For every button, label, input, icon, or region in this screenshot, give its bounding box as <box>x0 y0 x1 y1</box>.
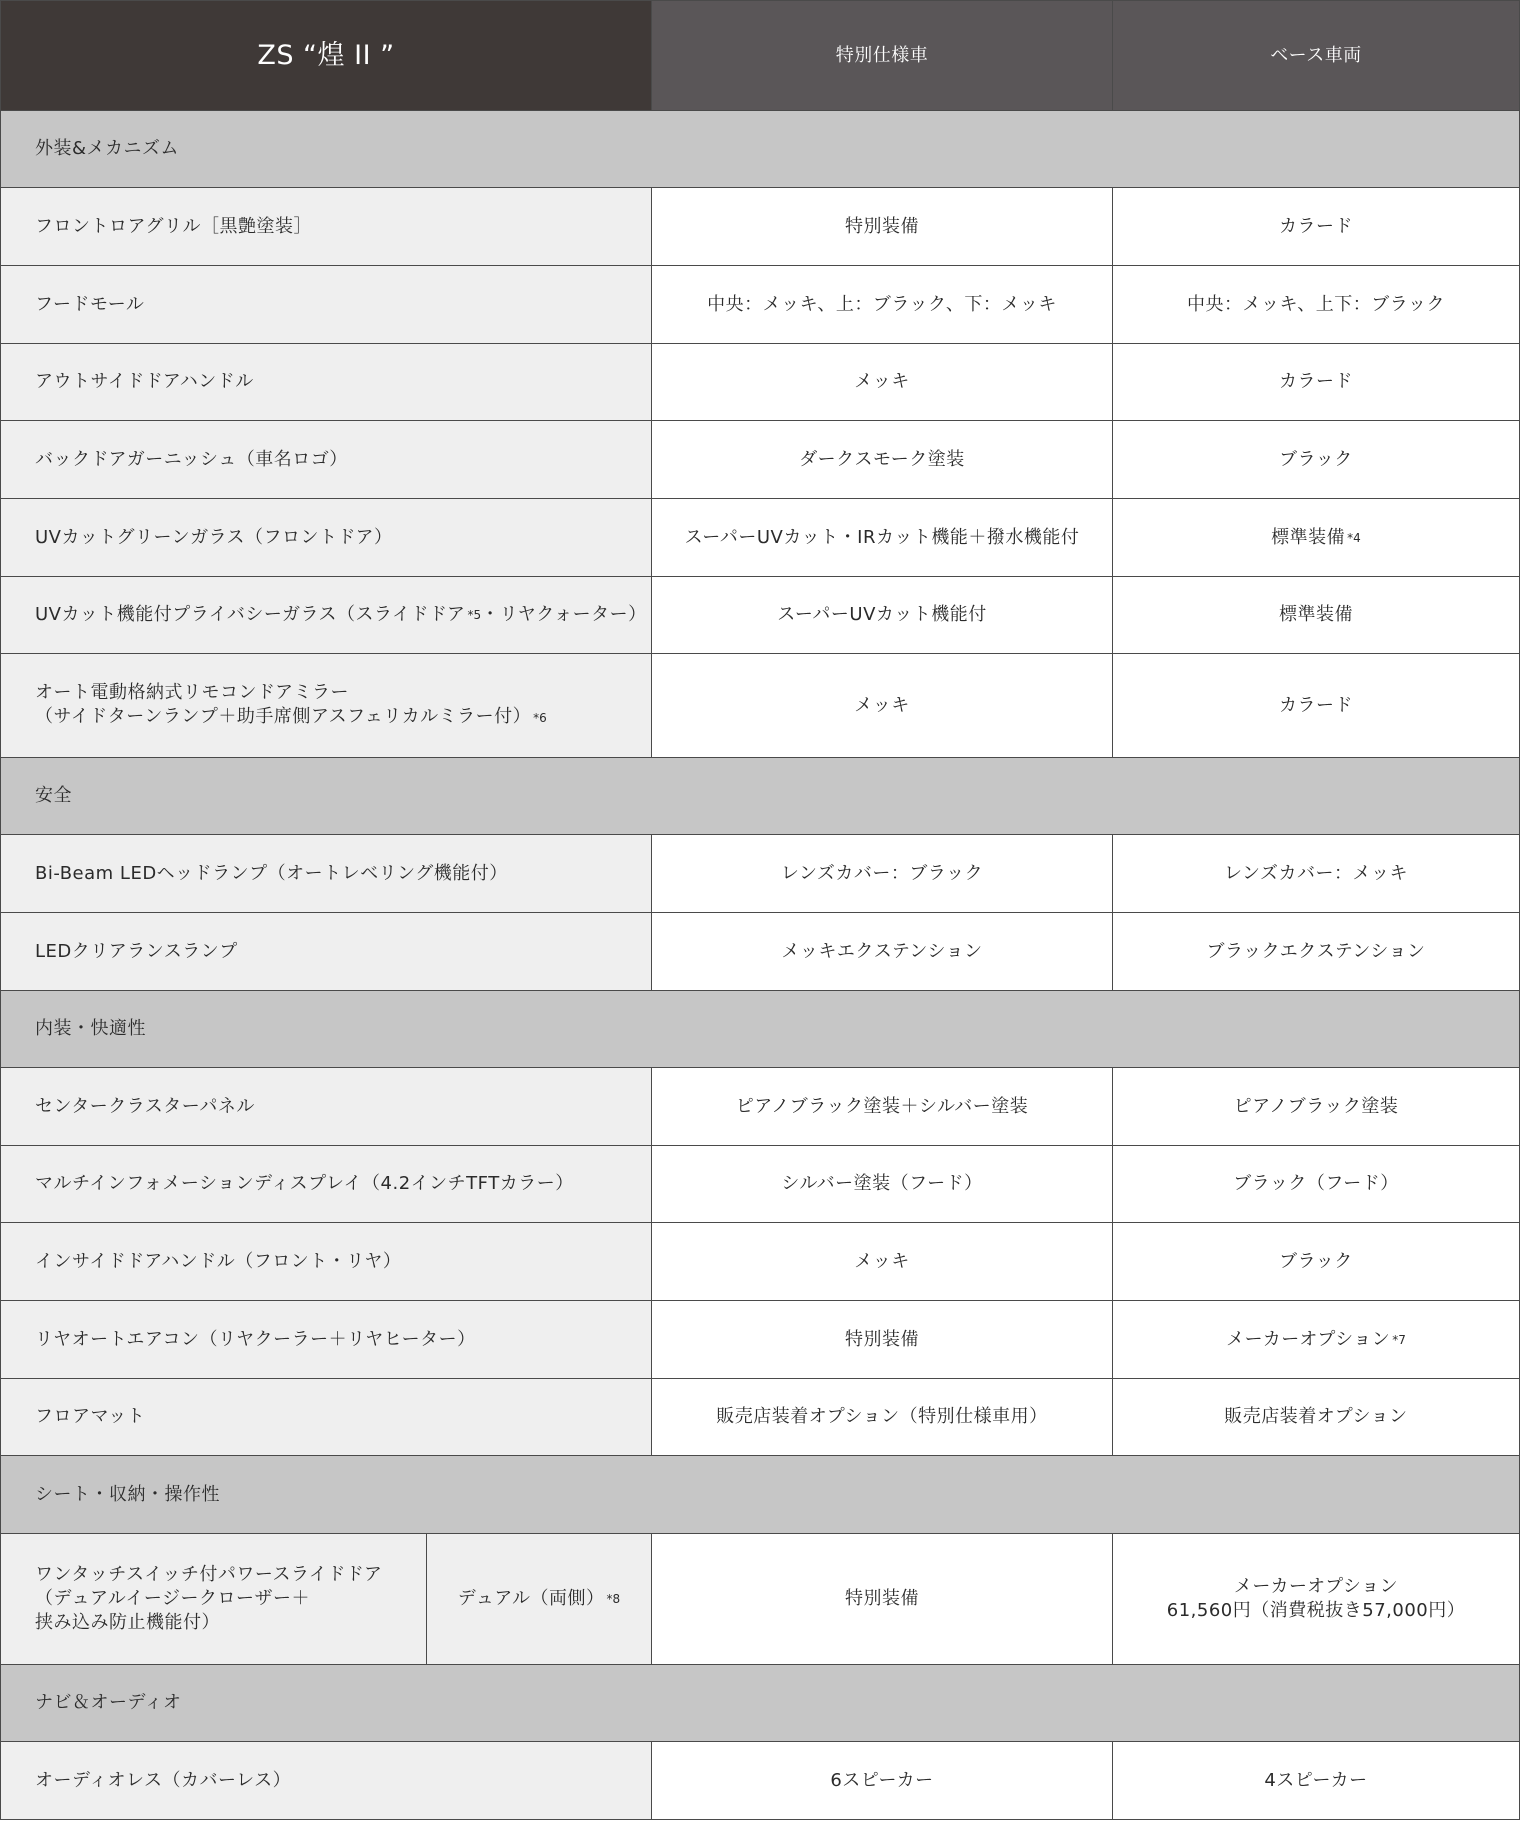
section-title: 安全 <box>35 785 72 806</box>
table-row <box>0 421 1520 499</box>
base-value: ブラック <box>1113 421 1519 498</box>
row-label: フードモール <box>1 266 652 343</box>
base-model-column-header: ベース車両 <box>1113 1 1519 110</box>
special-model-column-header: 特別仕様車 <box>652 1 1113 110</box>
table-row <box>0 913 1520 991</box>
row-label: フロアマット <box>1 1379 652 1455</box>
table-row <box>0 1379 1520 1456</box>
row-label: LEDクリアランスランプ <box>1 913 652 990</box>
base-value: レンズカバー：メッキ <box>1113 835 1519 912</box>
row-label: フロントロアグリル［黒艶塗装］ <box>1 188 652 265</box>
base-value: カラード <box>1113 188 1519 265</box>
footnote-marker: *5 <box>467 608 482 622</box>
special-value: メッキエクステンション <box>652 913 1113 990</box>
base-value: カラード <box>1113 654 1519 757</box>
base-value <box>1113 1301 1519 1378</box>
row-label: センタークラスターパネル <box>1 1068 652 1145</box>
row-label-line: ワンタッチスイッチ付パワースライドドア <box>35 1564 383 1585</box>
footnote-marker: *8 <box>606 1592 621 1606</box>
special-value: レンズカバー：ブラック <box>652 835 1113 912</box>
row-label-line <box>35 705 547 730</box>
section-exterior <box>0 111 1520 188</box>
special-value: 販売店装着オプション（特別仕様車用） <box>652 1379 1113 1455</box>
base-value: 4スピーカー <box>1113 1742 1519 1819</box>
table-row <box>0 835 1520 913</box>
base-value-line: 61,560円（消費税抜き57,000円） <box>1166 1600 1466 1621</box>
row-label <box>1 654 652 757</box>
row-label: Bi-Beam LEDヘッドランプ（オートレベリング機能付） <box>1 835 652 912</box>
special-value: メッキ <box>652 654 1113 757</box>
special-value: メッキ <box>652 344 1113 420</box>
section-navi-audio <box>0 1665 1520 1742</box>
footnote-marker: *6 <box>533 711 547 725</box>
row-label-line: 挟み込み防止機能付） <box>35 1612 220 1633</box>
row-label: オーディオレス（カバーレス） <box>1 1742 652 1819</box>
row-label <box>1 1534 427 1664</box>
table-row <box>0 577 1520 654</box>
row-label: UVカットグリーンガラス（フロントドア） <box>1 499 652 576</box>
footnote-marker: *4 <box>1347 530 1361 545</box>
base-value: 販売店装着オプション <box>1113 1379 1519 1455</box>
special-value: 特別装備 <box>652 188 1113 265</box>
footnote-marker: *7 <box>1392 1332 1406 1347</box>
section-title: 内装・快適性 <box>35 1018 146 1039</box>
table-row <box>0 499 1520 577</box>
table-row <box>0 1223 1520 1301</box>
base-value-text: メーカーオプション <box>1226 1328 1391 1350</box>
table-row <box>0 1301 1520 1379</box>
base-value: 中央：メッキ、上下：ブラック <box>1113 266 1519 343</box>
row-sub-label-text: デュアル（両側） <box>457 1588 605 1609</box>
base-value <box>1113 1534 1519 1664</box>
row-label: バックドアガーニッシュ（車名ロゴ） <box>1 421 652 498</box>
base-value-text: 標準装備 <box>1271 526 1346 548</box>
row-label: インサイドドアハンドル（フロント・リヤ） <box>1 1223 652 1300</box>
base-value: ブラック（フード） <box>1113 1146 1519 1222</box>
special-value: 特別装備 <box>652 1301 1113 1378</box>
special-value: ピアノブラック塗装＋シルバー塗装 <box>652 1068 1113 1145</box>
row-label-line-text: （サイドターンランプ＋助手席側アスフェリカルミラー付） <box>35 706 532 727</box>
row-label: アウトサイドドアハンドル <box>1 344 652 420</box>
row-label-line: （デュアルイージークローザー＋ <box>35 1588 310 1609</box>
section-title: 外装&メカニズム <box>35 138 180 159</box>
table-row <box>0 1742 1520 1820</box>
base-value <box>1113 499 1519 576</box>
row-label-text: UVカット機能付プライバシーガラス（スライドドア <box>35 604 466 625</box>
model-title: ZS “煌 II ” <box>1 1 652 110</box>
row-label: マルチインフォメーションディスプレイ（4.2インチTFTカラー） <box>1 1146 652 1222</box>
special-value: メッキ <box>652 1223 1113 1300</box>
row-label-line: オート電動格納式リモコンドアミラー <box>35 682 349 703</box>
special-value: 6スピーカー <box>652 1742 1113 1819</box>
base-value: ブラック <box>1113 1223 1519 1300</box>
base-value: カラード <box>1113 344 1519 420</box>
table-row <box>0 188 1520 266</box>
row-label: リヤオートエアコン（リヤクーラー＋リヤヒーター） <box>1 1301 652 1378</box>
special-value: スーパーUVカット・IRカット機能＋撥水機能付 <box>652 499 1113 576</box>
section-interior <box>0 991 1520 1068</box>
table-row <box>0 266 1520 344</box>
base-value-line: メーカーオプション <box>1233 1576 1399 1597</box>
special-value: 中央：メッキ、上：ブラック、下：メッキ <box>652 266 1113 343</box>
special-value: シルバー塗装（フード） <box>652 1146 1113 1222</box>
table-row <box>0 344 1520 421</box>
base-value: ピアノブラック塗装 <box>1113 1068 1519 1145</box>
section-title: ナビ＆オーディオ <box>35 1692 182 1713</box>
base-value: 標準装備 <box>1113 577 1519 653</box>
special-value: スーパーUVカット機能付 <box>652 577 1113 653</box>
table-row <box>0 654 1520 758</box>
base-value: ブラックエクステンション <box>1113 913 1519 990</box>
section-title: シート・収納・操作性 <box>35 1483 220 1505</box>
table-row <box>0 1534 1520 1665</box>
table-row <box>0 1068 1520 1146</box>
special-value: ダークスモーク塗装 <box>652 421 1113 498</box>
row-sub-label <box>427 1534 652 1664</box>
special-value: 特別装備 <box>652 1534 1113 1664</box>
row-label <box>1 577 652 653</box>
row-label-tail: ・リヤクォーター） <box>481 604 647 625</box>
section-seat <box>0 1456 1520 1534</box>
table-header <box>0 0 1520 111</box>
table-row <box>0 1146 1520 1223</box>
section-safety <box>0 758 1520 835</box>
